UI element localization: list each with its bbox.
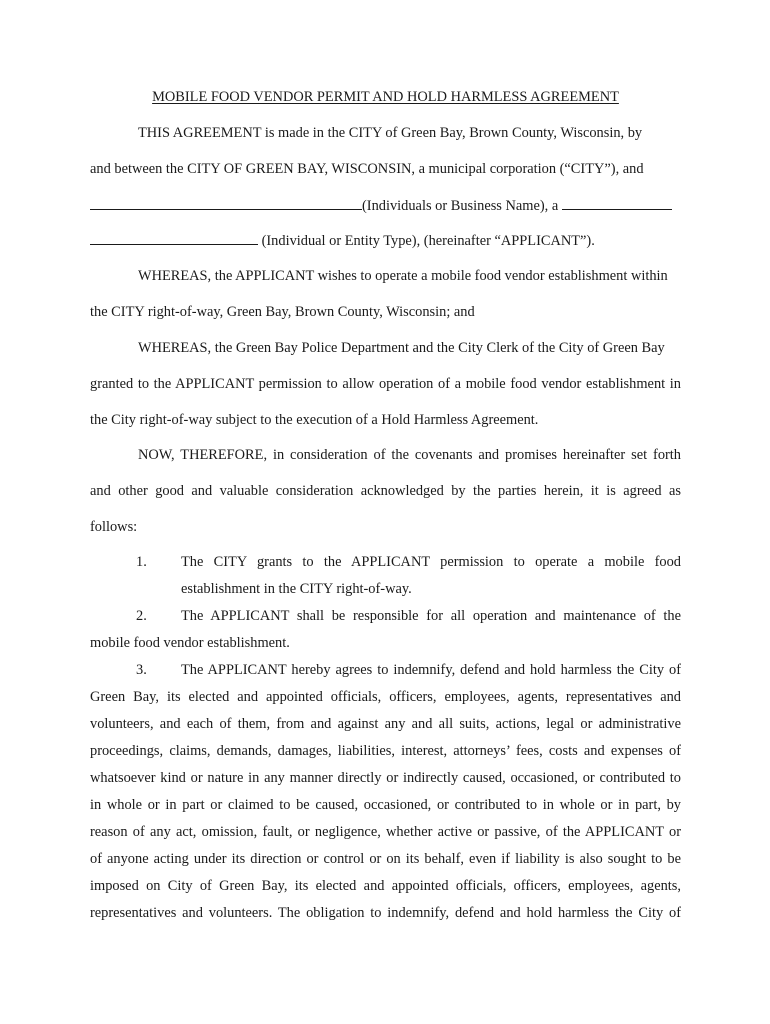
item-1-line-2: establishment in the CITY right-of-way. bbox=[181, 581, 412, 597]
entity-type-blank-end[interactable] bbox=[90, 231, 258, 245]
now-therefore-line-3: follows: bbox=[90, 519, 138, 535]
item-3-line-10: representatives and volunteers. The obligation to indemnify, defend and hold harmless the City of bbox=[90, 905, 681, 921]
item-3-line-6: in whole or in part or claimed to be caused, occasioned, or contributed to in whole or in part, by bbox=[90, 797, 681, 813]
whereas1-line-1: WHEREAS, the APPLICANT wishes to operate a mobile food vendor establishment within bbox=[138, 268, 668, 284]
item-2-line-1: The APPLICANT shall be responsible for all operation and maintenance of the bbox=[181, 608, 681, 624]
item-3-line-8: of anyone acting under its direction or control or on its behalf, even if liability is also sought to be bbox=[90, 851, 681, 867]
item-3-line-2: Green Bay, its elected and appointed officials, officers, employees, agents, representatives and bbox=[90, 689, 681, 705]
item-2-line-2: mobile food vendor establishment. bbox=[90, 635, 290, 651]
intro-line-4 bbox=[90, 231, 681, 250]
business-name-blank[interactable] bbox=[90, 196, 362, 210]
whereas2-line-1: WHEREAS, the Green Bay Police Department and the City Clerk of the City of Green Bay bbox=[138, 340, 665, 356]
entity-type-label: (Individual or Entity Type), (hereinafter “APPLICANT”). bbox=[258, 233, 595, 249]
intro-line-1: THIS AGREEMENT is made in the CITY of Green Bay, Brown County, Wisconsin, by bbox=[138, 125, 643, 141]
item-3-line-3: volunteers, and each of them, from and against any and all suits, actions, legal or administrative bbox=[90, 716, 681, 732]
item-3-line-1: The APPLICANT hereby agrees to indemnify, defend and hold harmless the City of bbox=[181, 662, 681, 678]
item-3-line-7: reason of any act, omission, fault, or negligence, whether active or passive, of the APPLICANT or bbox=[90, 824, 681, 840]
intro-line-2: and between the CITY OF GREEN BAY, WISCONSIN, a municipal corporation (“CITY”), and bbox=[90, 161, 644, 177]
intro-line-3 bbox=[90, 196, 681, 215]
item-3-number: 3. bbox=[136, 662, 147, 678]
now-therefore-line-2: and other good and valuable consideration acknowledged by the parties herein, it is agreed as bbox=[90, 483, 681, 499]
whereas1-line-2: the CITY right-of-way, Green Bay, Brown County, Wisconsin; and bbox=[90, 304, 475, 320]
item-3-line-5: whatsoever kind or nature in any manner directly or indirectly caused, occasioned, or contributed to bbox=[90, 770, 681, 786]
item-3-line-4: proceedings, claims, demands, damages, liabilities, interest, attorneys’ fees, costs and expenses of bbox=[90, 743, 681, 759]
item-1-number: 1. bbox=[136, 554, 147, 570]
whereas2-line-3: the City right-of-way subject to the execution of a Hold Harmless Agreement. bbox=[90, 412, 539, 428]
document-title: MOBILE FOOD VENDOR PERMIT AND HOLD HARMLESS AGREEMENT bbox=[152, 89, 619, 105]
item-2-number: 2. bbox=[136, 608, 147, 624]
item-3-line-9: imposed on City of Green Bay, its elected and appointed officials, officers, employees, agents, bbox=[90, 878, 681, 894]
item-1-line-1: The CITY grants to the APPLICANT permission to operate a mobile food bbox=[181, 554, 681, 570]
business-name-label: (Individuals or Business Name), a bbox=[362, 198, 559, 214]
whereas2-line-2: granted to the APPLICANT permission to allow operation of a mobile food vendor establishment in bbox=[90, 376, 681, 392]
now-therefore-line-1: NOW, THEREFORE, in consideration of the covenants and promises hereinafter set forth bbox=[138, 447, 681, 463]
entity-type-blank-start[interactable] bbox=[562, 196, 672, 210]
